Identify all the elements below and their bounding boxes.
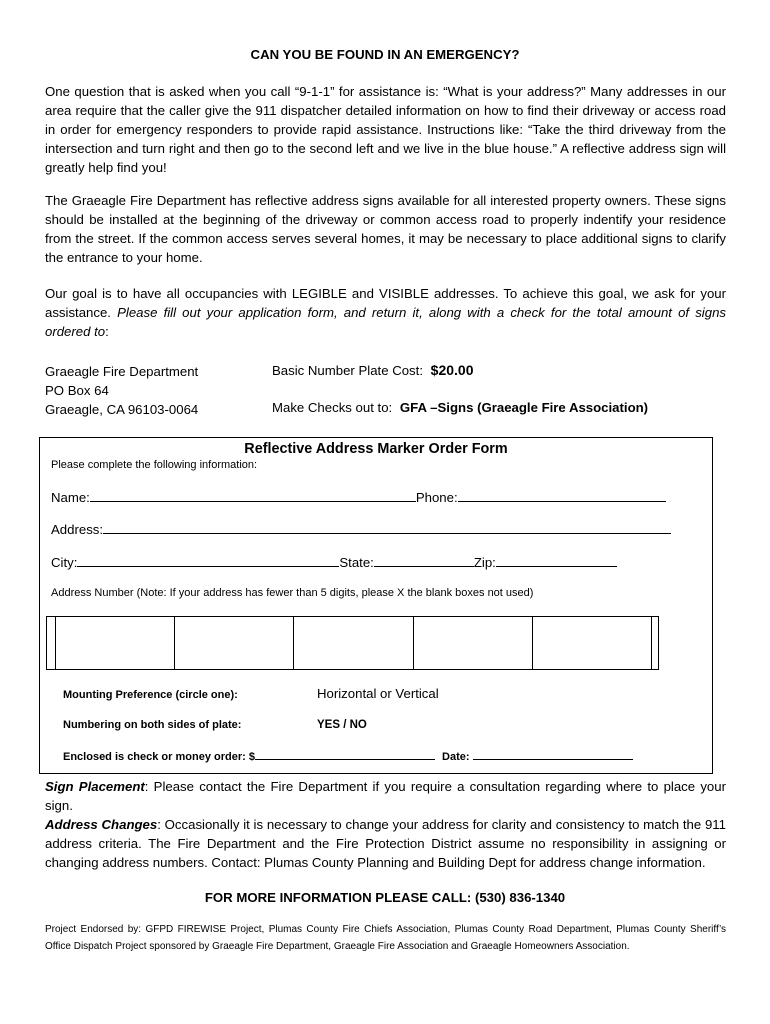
name-field[interactable]	[90, 488, 416, 502]
city-field[interactable]	[77, 553, 339, 567]
signs-available-paragraph: The Graeagle Fire Department has reflective address signs available for all interested property owners. These signs should be installed at the beginning of the driveway or common access road to properly indentify your residence from the street. If the common access serves several homes, it may be necessary to place additional signs to clarify the entrance to your home.	[45, 193, 726, 265]
goal-colon: :	[105, 323, 109, 339]
address-digit-box[interactable]	[414, 617, 533, 669]
address-row	[51, 520, 671, 537]
intro-paragraph: One question that is asked when you call “9-1-1” for assistance is: “What is your address?” Many addresses in our area require that the caller give the 911 dispatcher detailed information on how to find their driveway or access road in order for emergency responders to provide rapid assistance. Instructions like: “Take the third driveway from the intersection and turn right and then go to the second left and we live in the blue house.” A reflective address sign will greatly help find you!	[45, 84, 726, 175]
zip-field[interactable]	[496, 553, 617, 567]
checks-payable	[272, 400, 648, 415]
info-phone-callout: FOR MORE INFORMATION PLEASE CALL: (530) 836-1340	[204, 890, 566, 905]
phone-label: Phone:	[415, 490, 458, 505]
goal-instruction: Please fill out your application form, and return it, along with a check for the total amount of signs ordered to	[45, 304, 726, 339]
date-label: Date:	[442, 751, 470, 763]
state-field[interactable]	[374, 553, 474, 567]
mailing-line-1: Graeagle Fire Department	[45, 364, 199, 379]
both-sides-label: Numbering on both sides of plate:	[63, 719, 242, 731]
sign-placement-heading: Sign Placement	[45, 779, 145, 794]
address-changes-text: : Occasionally it is necessary to change your address for clarity and consistency to match the 911 address criteria. The Fire Department and the Fire Protection District assume no responsibility in assigning or changing address numbers. Contact: Plumas County Planning and Building Dept for address change information.	[45, 817, 726, 870]
mailing-line-2: PO Box 64	[45, 383, 109, 398]
address-digit-box[interactable]	[56, 617, 175, 669]
name-label: Name:	[51, 490, 90, 505]
plate-cost-price: $20.00	[430, 362, 474, 378]
address-digit-box[interactable]	[533, 617, 651, 669]
state-label: State:	[339, 555, 374, 570]
mailing-address	[45, 362, 198, 419]
address-number-boxes	[46, 616, 659, 670]
order-form-title: Reflective Address Marker Order Form	[244, 441, 508, 457]
page-title: CAN YOU BE FOUND IN AN EMERGENCY?	[250, 47, 520, 62]
enclosed-label: Enclosed is check or money order: $	[63, 751, 255, 763]
checks-payable-value: GFA –Signs (Graeagle Fire Association)	[399, 400, 649, 415]
zip-label: Zip:	[473, 555, 496, 570]
order-form	[39, 437, 713, 774]
sign-placement-text: : Please contact the Fire Department if you require a consultation regarding where to place your sign.	[45, 779, 726, 813]
enclosed-row	[63, 748, 633, 763]
amount-field[interactable]	[255, 748, 435, 760]
address-changes-note	[45, 815, 726, 872]
both-sides-options[interactable]: YES / NO	[317, 719, 367, 731]
mounting-label: Mounting Preference (circle one):	[63, 689, 238, 701]
endorsement-footer: Project Endorsed by: GFPD FIREWISE Project, Plumas County Fire Chiefs Association, Plumas County Road Department, Plumas County Sheriff’s Office Dispatch Project sponsored by Graeagle Fire Department, Graeagle Fire Association and Graeagle Homeowners Association.	[45, 924, 726, 952]
address-digit-row	[55, 617, 652, 669]
date-field[interactable]	[473, 748, 633, 760]
checks-payable-label: Make Checks out to:	[272, 400, 393, 415]
goal-paragraph	[45, 285, 726, 342]
plate-cost	[272, 362, 473, 378]
goal-text: Our goal is to have all occupancies with LEGIBLE and VISIBLE addresses. To achieve this goal, we ask for your assistance.	[45, 286, 726, 320]
address-number-note: Address Number (Note: If your address has fewer than 5 digits, please X the blank boxes not used)	[51, 587, 534, 599]
address-digit-box[interactable]	[294, 617, 413, 669]
sign-placement-note	[45, 777, 726, 815]
order-form-subtitle: Please complete the following information:	[51, 459, 258, 471]
plate-cost-label: Basic Number Plate Cost:	[272, 363, 423, 378]
phone-field[interactable]	[458, 488, 666, 502]
address-digit-box[interactable]	[175, 617, 294, 669]
address-label: Address:	[51, 522, 104, 537]
mounting-options[interactable]: Horizontal or Vertical	[317, 686, 439, 701]
mailing-line-3: Graeagle, CA 96103-0064	[45, 402, 199, 417]
address-field[interactable]	[103, 520, 671, 534]
name-phone-row	[51, 488, 666, 505]
city-label: City:	[51, 555, 78, 570]
city-state-zip-row	[51, 553, 617, 570]
address-changes-heading: Address Changes	[45, 817, 158, 832]
